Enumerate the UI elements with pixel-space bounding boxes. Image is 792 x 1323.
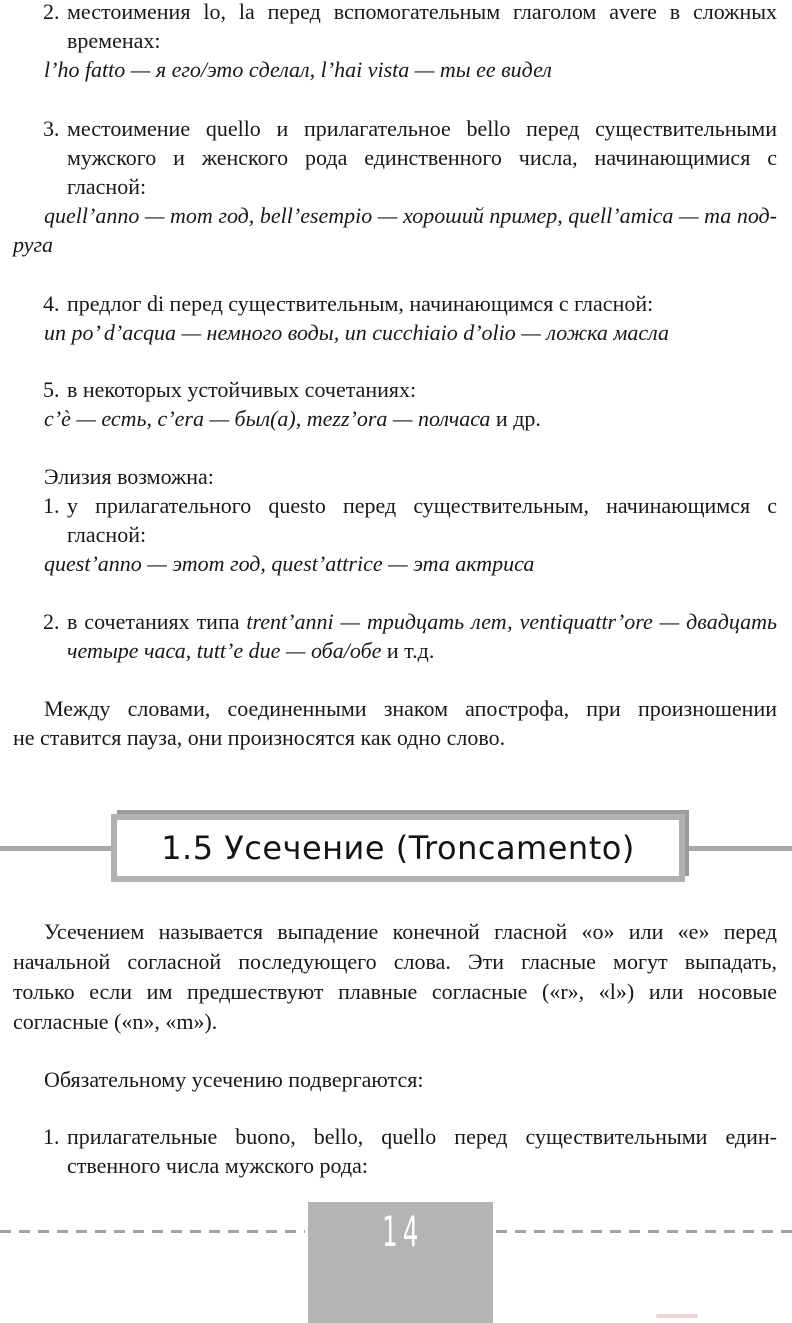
list-item-troncamento-1 xyxy=(13,1122,777,1180)
item-number: 1. xyxy=(43,493,60,518)
section-header-frame xyxy=(111,814,685,882)
example-line: руга xyxy=(13,232,54,257)
item-plain-part: и т.д. xyxy=(386,638,435,663)
footer-dashed-rule-right xyxy=(496,1230,792,1233)
list-item-elision-5 xyxy=(13,375,777,404)
example-plain-part: и др. xyxy=(490,406,541,431)
item-text-line: местоимения lo, la перед вспомогательным глаголом avere в сложных xyxy=(67,0,777,24)
section-title: 1.5 Усечение (Troncamento) xyxy=(161,828,635,867)
page-number: 14 xyxy=(382,1207,424,1256)
paragraph-line: согласные («n», «m»). xyxy=(13,1009,218,1034)
subheading-obligatory: Обязательному усечению подвергаются: xyxy=(44,1067,424,1092)
list-item-elision-4 xyxy=(13,289,777,318)
item-text-line: у прилагательного questo перед существительным, начинающимся с xyxy=(67,493,777,518)
paragraph-line: не ставится пауза, они произносятся как одно слово. xyxy=(13,725,506,750)
paragraph-line: начальной согласной последующего слова. Эти гласные могут выпадать, xyxy=(13,949,777,974)
page-number-block xyxy=(308,1202,493,1323)
subheading-elision-possible: Элизия возможна: xyxy=(44,464,214,489)
item-text-line xyxy=(67,607,777,636)
item-text-line: предлог di перед существительным, начинающимся с гласной: xyxy=(67,291,654,316)
item-text-line: гласной: xyxy=(67,174,147,199)
example-line: quell’anno — тот год, bell’esempio — хороший пример, quell’amica — та под- xyxy=(44,203,777,228)
paragraph-troncamento-intro xyxy=(13,917,777,1037)
example-line: un po’ d’acqua — немного воды, un cucchiaio d’olio — ложка масла xyxy=(44,320,670,345)
item-text-line: в некоторых устойчивых сочетаниях: xyxy=(67,377,417,402)
item-text-line: прилагательные buono, bello, quello перед существительными един- xyxy=(67,1124,777,1149)
example-italic-part: c’è — есть, c’era — был(а), mezz’ora — полчаса xyxy=(44,406,491,431)
item-text-line: гласной: xyxy=(67,522,147,547)
paragraph-apostrophe-note xyxy=(13,694,777,752)
item-number: 5. xyxy=(43,377,60,402)
list-item-possible-2 xyxy=(13,607,777,665)
item-text-line xyxy=(67,636,777,665)
item-text-line: местоимение quello и прилагательное bello перед существительными xyxy=(67,116,777,141)
item-text-line: мужского и женского рода единственного числа, начинающимися с xyxy=(67,145,777,170)
section-rule-right xyxy=(685,846,792,851)
footer-dashed-rule-left xyxy=(0,1230,305,1233)
example-line: quest’anno — этот год, quest’attrice — эта актриса xyxy=(44,551,535,576)
scan-artifact-pink xyxy=(656,1314,698,1318)
paragraph-line: Между словами, соединенными знаком апострофа, при произношении xyxy=(44,696,777,721)
item-number: 3. xyxy=(43,116,60,141)
paragraph-line: Усечением называется выпадение конечной гласной «о» или «е» перед xyxy=(44,919,777,944)
item-italic-part: trent’anni — тридцать лет, ventiquattr’ore — двадцать xyxy=(246,609,777,634)
item-italic-part: четыре часа, tutt’e due — оба/обе xyxy=(67,638,387,663)
item-number: 2. xyxy=(43,609,60,634)
item-text-line: ственного числа мужского рода: xyxy=(67,1153,368,1178)
item-number: 2. xyxy=(43,0,60,24)
list-item-elision-2 xyxy=(13,0,777,55)
section-header-band xyxy=(13,814,777,882)
example-line: l’ho fatto — я его/это сделал, l’hai vista — ты ее видел xyxy=(44,57,552,82)
example-line xyxy=(13,404,777,433)
list-item-possible-1 xyxy=(13,491,777,549)
item-text-line: временах: xyxy=(67,28,161,53)
item-plain-part: в сочетаниях типа xyxy=(67,609,247,634)
list-item-elision-3 xyxy=(13,114,777,201)
item-number: 1. xyxy=(43,1124,60,1149)
item-number: 4. xyxy=(43,291,60,316)
paragraph-line: только если им предшествуют плавные согласные («r», «l») или носовые xyxy=(13,979,777,1004)
section-rule-left xyxy=(0,846,124,851)
